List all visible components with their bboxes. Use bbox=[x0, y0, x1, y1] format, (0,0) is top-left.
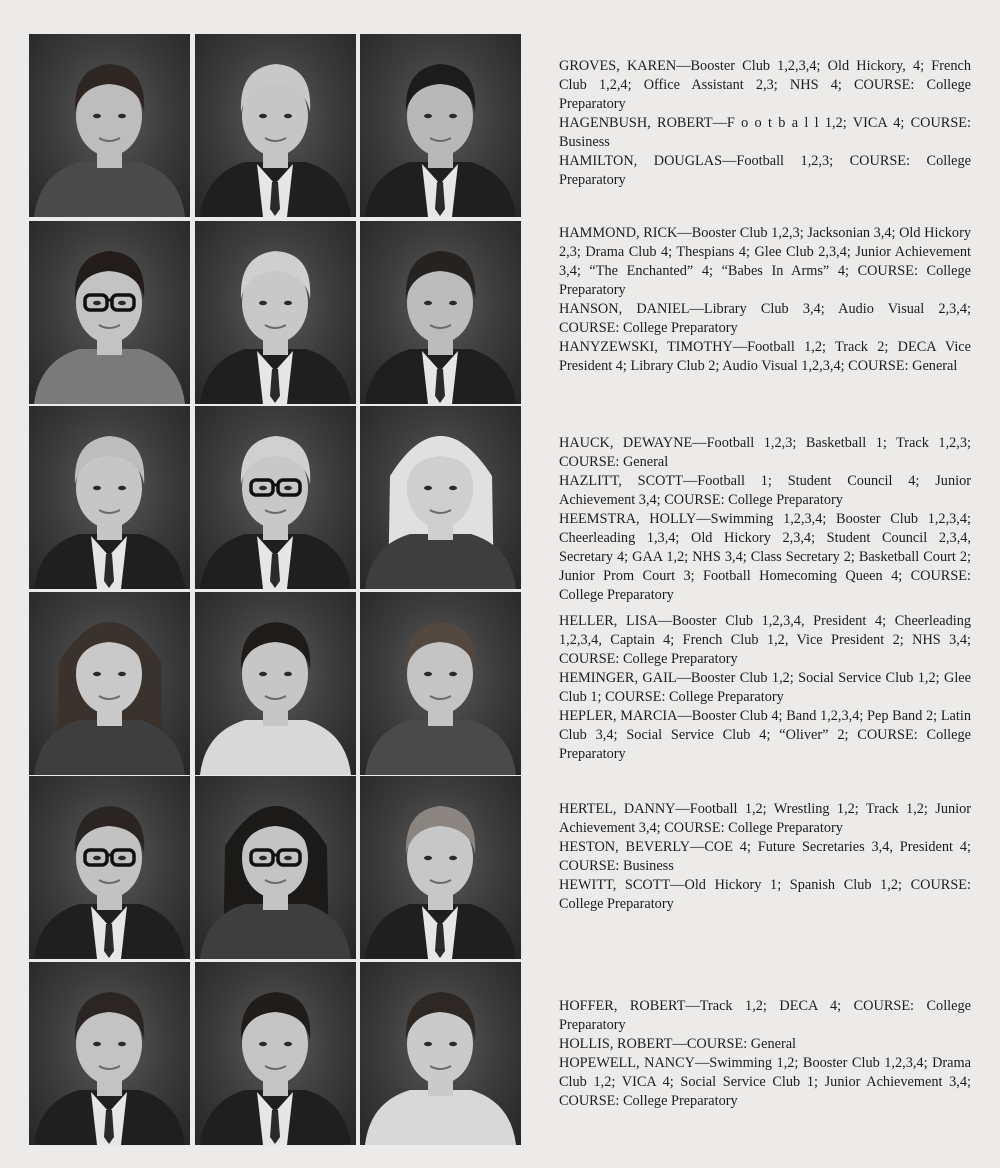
student-activities: Booster Club 1,2,3; Jacksonian 3,4; Old Hickory 2,3; Drama Club 4; Thespians 4; Glee Club 2,3,4; Junior Achievement 3,4; “The Enchanted” 4; “Babes In Arms” 4; COURSE: College Preparatory bbox=[559, 225, 971, 298]
student-activities: F o o t b a l l 1,2; VICA 4; COURSE: Business bbox=[559, 115, 971, 150]
student-name: HELLER, LISA bbox=[559, 613, 658, 629]
student-entry bbox=[559, 612, 971, 669]
name-separator: — bbox=[670, 877, 685, 893]
student-portrait bbox=[29, 221, 190, 404]
student-entry bbox=[559, 1054, 971, 1111]
portrait-row bbox=[29, 962, 523, 1146]
portrait-figure bbox=[360, 221, 521, 404]
student-portrait bbox=[360, 592, 521, 775]
portrait-figure bbox=[29, 592, 190, 775]
name-separator: — bbox=[677, 225, 692, 241]
student-activities: Track 1,2; DECA 4; COURSE: College Preparatory bbox=[559, 998, 971, 1033]
student-portrait bbox=[29, 776, 190, 959]
student-entry bbox=[559, 876, 971, 914]
student-portrait bbox=[29, 34, 190, 217]
portrait-row bbox=[29, 406, 523, 590]
student-portrait bbox=[29, 406, 190, 589]
name-separator: — bbox=[657, 613, 673, 629]
student-entry bbox=[559, 472, 971, 510]
student-name: HAGENBUSH, ROBERT bbox=[559, 115, 713, 131]
portrait-figure bbox=[360, 776, 521, 959]
portrait-row bbox=[29, 776, 523, 960]
student-name: HERTEL, DANNY bbox=[559, 801, 676, 817]
student-portrait bbox=[360, 776, 521, 959]
portrait-figure bbox=[195, 962, 356, 1145]
student-name: HAZLITT, SCOTT bbox=[559, 473, 683, 489]
name-separator: — bbox=[722, 153, 737, 169]
student-name: HOPEWELL, NANCY bbox=[559, 1055, 695, 1071]
student-activities: Football 1,2; Wrestling 1,2; Track 1,2; Junior Achievement 3,4; COURSE: College Preparatory bbox=[559, 801, 971, 836]
name-separator: — bbox=[732, 339, 748, 355]
student-entry bbox=[559, 838, 971, 876]
student-portrait bbox=[195, 406, 356, 589]
student-activities: Booster Club 1,2,3,4; Old Hickory, 4; French Club 1,2,4; Office Assistant 2,3; NHS 4; COURSE: College Preparatory bbox=[559, 58, 972, 112]
student-name: HOFFER, ROBERT bbox=[559, 998, 686, 1014]
student-activities: Old Hickory 1; Spanish Club 1,2; COURSE: College Preparatory bbox=[559, 877, 971, 912]
student-activities: Booster Club 4; Band 1,2,3,4; Pep Band 2; Latin Club 3,4; Social Service Club 4; “Oliver” 2; COURSE: College Preparatory bbox=[559, 708, 971, 762]
entry-block bbox=[559, 612, 971, 764]
name-separator: — bbox=[692, 435, 707, 451]
portrait-figure bbox=[29, 962, 190, 1145]
student-portrait bbox=[195, 592, 356, 775]
student-entry bbox=[559, 338, 971, 376]
student-entry bbox=[559, 300, 971, 338]
portrait-figure bbox=[195, 406, 356, 589]
student-activities: Booster Club 1,2,3,4, President 4; Cheerleading 1,2,3,4, Captain 4; French Club 1,2, Vice President 2; NHS 3,4; COURSE: College Preparatory bbox=[559, 613, 971, 667]
student-activities: Football 1,2,3; COURSE: College Preparatory bbox=[559, 153, 972, 188]
student-activities: Swimming 1,2; Booster Club 1,2,3,4; Drama Club 1,2; VICA 4; Social Service Club 1; Junior Achievement 3,4; COURSE: College Preparatory bbox=[559, 1055, 971, 1109]
student-entry bbox=[559, 1035, 971, 1054]
portrait-figure bbox=[29, 221, 190, 404]
student-entry bbox=[559, 114, 971, 152]
student-activities: COE 4; Future Secretaries 3,4, President 4; COURSE: Business bbox=[559, 839, 971, 874]
student-portrait bbox=[29, 592, 190, 775]
student-name: GROVES, KAREN bbox=[559, 58, 677, 74]
student-entry bbox=[559, 669, 971, 707]
entry-block bbox=[559, 800, 971, 914]
entry-block bbox=[559, 224, 971, 376]
student-activities: Football 1,2,3; Basketball 1; Track 1,2,3; COURSE: General bbox=[559, 435, 971, 470]
student-name: HAUCK, DEWAYNE bbox=[559, 435, 693, 451]
student-activities: Booster Club 1,2; Social Service Club 1,2; Glee Club 1; COURSE: College Preparatory bbox=[559, 670, 971, 705]
student-portrait bbox=[360, 221, 521, 404]
entry-block bbox=[559, 434, 971, 605]
student-portrait bbox=[360, 34, 521, 217]
student-activities: Football 1,2; Track 2; DECA Vice President 4; Library Club 2; Audio Visual 1,2,3,4; COURSE: General bbox=[559, 339, 971, 374]
portrait-figure bbox=[195, 776, 356, 959]
student-name: HAMMOND, RICK bbox=[559, 225, 678, 241]
student-entry bbox=[559, 57, 971, 114]
student-entry bbox=[559, 152, 971, 190]
student-activities: Library Club 3,4; Audio Visual 2,3,4; COURSE: College Preparatory bbox=[559, 301, 971, 336]
portrait-figure bbox=[29, 406, 190, 589]
entry-block bbox=[559, 997, 971, 1111]
student-activities: Swimming 1,2,3,4; Booster Club 1,2,3,4; Cheerleading 1,3,4; Old Hickory 2,3,4; Student Council 2,3,4, Secretary 4; GAA 1,2; NHS 3,4; Class Secretary 2; Basketball Court 2; Junior Prom Court 3; Football Homecoming Queen 4; COURSE: College Preparatory bbox=[559, 511, 971, 603]
student-name: HEWITT, SCOTT bbox=[559, 877, 671, 893]
name-separator: — bbox=[712, 115, 727, 131]
name-separator: — bbox=[675, 801, 690, 817]
student-entry bbox=[559, 224, 971, 300]
student-portrait bbox=[360, 962, 521, 1145]
student-entry bbox=[559, 510, 971, 605]
portrait-row bbox=[29, 592, 523, 776]
student-entry bbox=[559, 707, 971, 764]
portrait-row bbox=[29, 34, 523, 218]
portrait-figure bbox=[195, 34, 356, 217]
name-separator: — bbox=[689, 301, 704, 317]
student-name: HESTON, BEVERLY bbox=[559, 839, 691, 855]
student-name: HAMILTON, DOUGLAS bbox=[559, 153, 723, 169]
name-separator: — bbox=[682, 473, 698, 489]
name-separator: — bbox=[676, 670, 691, 686]
student-portrait bbox=[195, 34, 356, 217]
portrait-figure bbox=[360, 962, 521, 1145]
student-activities: Football 1; Student Council 4; Junior Achievement 3,4; COURSE: College Preparatory bbox=[559, 473, 971, 508]
portrait-figure bbox=[360, 34, 521, 217]
entry-block bbox=[559, 57, 971, 190]
student-name: HOLLIS, ROBERT bbox=[559, 1036, 673, 1052]
student-portrait bbox=[195, 962, 356, 1145]
portrait-figure bbox=[29, 34, 190, 217]
student-portrait bbox=[195, 776, 356, 959]
student-entry bbox=[559, 997, 971, 1035]
name-separator: — bbox=[696, 511, 711, 527]
student-name: HEMINGER, GAIL bbox=[559, 670, 677, 686]
student-name: HANYZEWSKI, TIMOTHY bbox=[559, 339, 733, 355]
student-portrait bbox=[29, 962, 190, 1145]
portrait-figure bbox=[195, 592, 356, 775]
portrait-figure bbox=[360, 406, 521, 589]
student-portrait bbox=[360, 406, 521, 589]
portrait-figure bbox=[195, 221, 356, 404]
student-activities: COURSE: General bbox=[686, 1036, 797, 1052]
student-name: HEPLER, MARCIA bbox=[559, 708, 678, 724]
student-portrait bbox=[195, 221, 356, 404]
portrait-figure bbox=[29, 776, 190, 959]
name-separator: — bbox=[672, 1036, 687, 1052]
student-entry bbox=[559, 800, 971, 838]
portrait-row bbox=[29, 221, 523, 405]
name-separator: — bbox=[676, 58, 691, 74]
name-separator: — bbox=[685, 998, 700, 1014]
name-separator: — bbox=[694, 1055, 710, 1071]
student-name: HANSON, DANIEL bbox=[559, 301, 690, 317]
student-name: HEEMSTRA, HOLLY bbox=[559, 511, 697, 527]
name-separator: — bbox=[677, 708, 692, 724]
student-entry bbox=[559, 434, 971, 472]
portrait-figure bbox=[360, 592, 521, 775]
name-separator: — bbox=[690, 839, 705, 855]
